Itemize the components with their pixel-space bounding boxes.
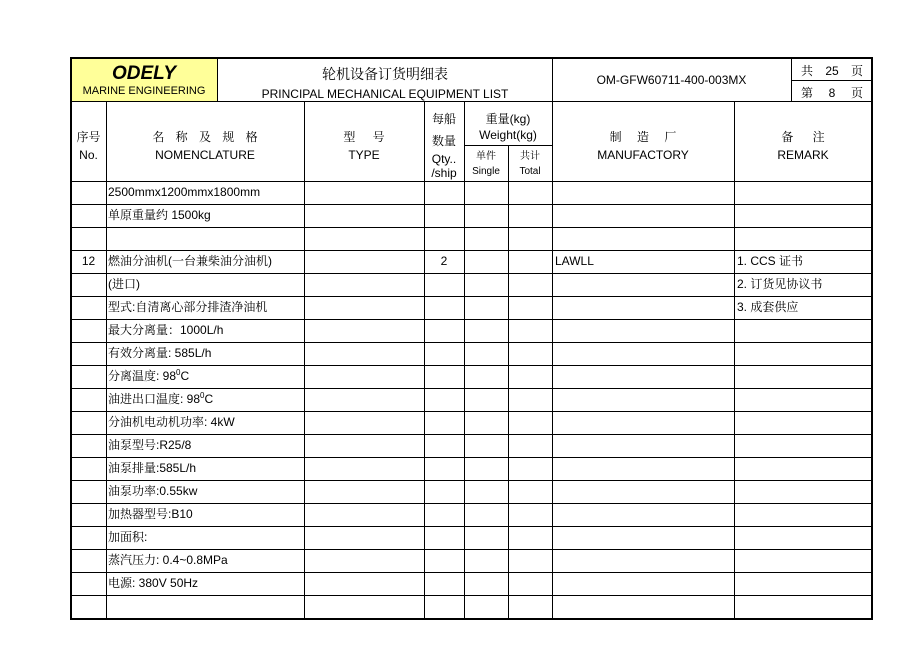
cell-remark: 1. CCS 证书: [737, 254, 804, 268]
cell-name: 型式:自清离心部分排渣净油机: [108, 300, 268, 314]
document-number: OM-GFW60711-400-003MX: [596, 73, 747, 87]
logo-subtitle: MARINE ENGINEERING: [82, 85, 206, 97]
title-cn: 轮机设备订货明细表: [322, 66, 448, 82]
cell-no: 12: [81, 254, 96, 268]
title-en: PRINCIPAL MECHANICAL EQUIPMENT LIST: [261, 87, 509, 101]
cell-name: (进口): [108, 277, 140, 291]
cell-name: 燃油分油机(一台兼柴油分油机): [108, 254, 272, 268]
cell-remark: 2. 订货见协议书: [737, 277, 823, 291]
cell-name: 加面积:: [108, 530, 148, 544]
cell-name: 电源: 380V 50Hz: [108, 576, 199, 590]
cell-name: 油泵型号:R25/8: [108, 438, 192, 452]
cell-name: 加热器型号:B10: [108, 507, 193, 521]
cell-name: 最大分离量：1000L/h: [108, 323, 224, 337]
cell-name: 油进出口温度: $98^0C$: [108, 391, 214, 406]
cell-mfr: LAWLL: [555, 254, 594, 268]
cell-name: 油泵功率:0.55kw: [108, 484, 198, 498]
cell-name: 有效分离量: 585L/h: [108, 346, 212, 360]
cell-name: 油泵排量:585L/h: [108, 461, 197, 475]
cell-name: 2500mmx1200mmx1800mm: [108, 185, 261, 199]
cell-name: 单原重量约 1500kg: [108, 208, 211, 222]
cell-name: 蒸汽压力: 0.4~0.8MPa: [108, 553, 228, 567]
logo-brand: ODELY: [111, 63, 177, 84]
cell-name: 分油机电动机功率: 4kW: [108, 415, 235, 429]
cell-name: 分离温度: $98^0C$: [108, 368, 190, 383]
cell-remark: 3. 成套供应: [737, 300, 799, 314]
cell-qty: 2: [440, 254, 448, 268]
